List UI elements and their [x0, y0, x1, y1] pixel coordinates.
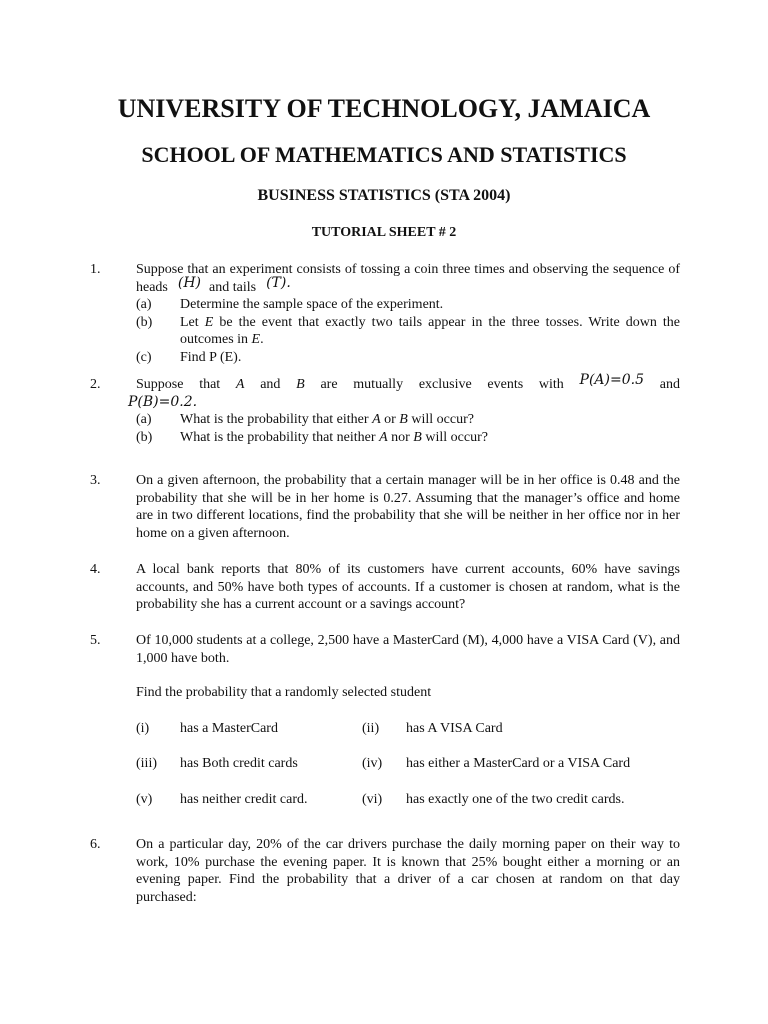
part-text-segment: nor [391, 429, 410, 445]
event-b: B [399, 412, 408, 427]
part-text-segment: or [384, 412, 396, 427]
part-text-segment: will occur? [411, 412, 474, 427]
course-title: BUSINESS STATISTICS (STA 2004) [257, 187, 511, 204]
question-6-text: On a particular day, 20% of the car drivers purchase the daily morning paper on their way to work, 10% purchase the evening paper. It is known that 25% bought either a morning or an evening paper. Find the probability that a driver of a car chosen at random on that day purchased: [136, 837, 680, 905]
question-2-part-b [136, 429, 680, 447]
part-text-segment: What is the probability that either [180, 412, 369, 427]
item-label: (vi) [362, 791, 383, 807]
heads-symbol: (H) [177, 274, 202, 291]
item-text: has Both credit cards [180, 756, 298, 771]
item-label: (iii) [136, 756, 157, 771]
event-a: A [235, 377, 245, 392]
question-3-text: On a given afternoon, the probability that a certain manager will be in her office is 0.48 and the probability that she will be in her home is 0.27. Assuming that the manager’s office and home are in two different locations, find the probability that she will be neither in her office nor in her home on a given afternoon. [136, 473, 680, 541]
part-label: (a) [136, 297, 152, 312]
sheet-title: TUTORIAL SHEET # 2 [311, 225, 457, 240]
question-2-part-a [136, 411, 680, 429]
word: with [538, 377, 564, 392]
question-4-text: A local bank reports that 80% of its customers have current accounts, 60% have savings accounts, and 50% have both types of accounts. If a customer is chosen at random, what is the probability she has a current account or a savings account? [136, 562, 680, 612]
question-6-number: 6. [90, 837, 101, 852]
word: that [199, 377, 221, 392]
event-a: A [379, 429, 388, 445]
item-text: has A VISA Card [406, 720, 503, 736]
item-text: has either a MasterCard or a VISA Card [406, 756, 631, 771]
word: events [487, 377, 524, 392]
question-4 [90, 561, 680, 614]
item-text: has exactly one of the two credit cards. [406, 791, 625, 807]
item-label: (v) [136, 791, 153, 807]
part-text: Determine the sample space of the experiment. [180, 297, 444, 312]
part-text [180, 411, 680, 429]
probability-b: P(B)=0.2. [128, 393, 198, 410]
item-label: (ii) [362, 720, 380, 736]
question-1-intro: Suppose that an experiment consists of tossing a coin three times and observing the sequence of heads [136, 262, 680, 295]
word: Suppose [136, 377, 184, 392]
item-label: (i) [136, 720, 150, 736]
item-label: (iv) [362, 756, 383, 771]
part-label: (b) [136, 314, 153, 330]
question-4-number: 4. [90, 562, 101, 577]
school-title: SCHOOL OF MATHEMATICS AND STATISTICS [141, 142, 627, 167]
question-1-part-c [136, 349, 680, 367]
word: and [659, 377, 680, 392]
event-b: B [413, 429, 422, 445]
question-5-text: Of 10,000 students at a college, 2,500 have a MasterCard (M), 4,000 have a VISA Card (V), and 1,000 have both. [136, 633, 680, 666]
question-3 [90, 472, 680, 542]
question-5-row-3 [136, 791, 680, 809]
university-title: UNIVERSITY OF TECHNOLOGY, JAMAICA [117, 94, 651, 123]
probability-a: P(A)=0.5 [579, 372, 644, 388]
question-1-and-tails: and tails [209, 279, 257, 295]
part-text: Find P (E). [180, 349, 242, 365]
question-2-intro [136, 372, 680, 394]
part-text-segment: will occur? [425, 429, 488, 445]
part-text [180, 314, 680, 349]
part-text-segment: be the event that exactly two tails appear in the three tosses. Write down the outcomes in [180, 314, 681, 347]
question-5-row-2 [136, 755, 680, 773]
question-2 [90, 372, 680, 446]
question-5-number: 5. [90, 633, 101, 648]
part-text-segment: What is the probability that neither [180, 429, 376, 445]
question-1 [90, 261, 680, 366]
question-1-part-b [136, 314, 680, 349]
tails-symbol: (T). [266, 274, 291, 291]
question-1-part-a [136, 296, 680, 314]
question-5-row-1 [136, 720, 680, 738]
event-b: B [296, 377, 305, 392]
item-text: has a MasterCard [180, 720, 278, 736]
question-5-prompt: Find the probability that a randomly selected student [136, 685, 432, 700]
word: are [320, 377, 338, 392]
question-2-number: 2. [90, 377, 101, 392]
event-a: A [372, 412, 381, 427]
question-1-number: 1. [90, 262, 101, 277]
question-5 [90, 632, 680, 808]
question-3-number: 3. [90, 473, 101, 488]
part-text-segment: Let [180, 314, 199, 330]
item-text: has neither credit card. [180, 791, 308, 807]
part-label: (b) [136, 429, 153, 445]
part-label: (c) [136, 349, 152, 365]
part-text-segment: . [260, 332, 264, 347]
part-label: (a) [136, 412, 152, 427]
word: exclusive [418, 377, 472, 392]
question-6 [90, 836, 680, 906]
event-e: E [251, 332, 261, 347]
word: and [260, 377, 281, 392]
event-e: E [204, 314, 214, 330]
word: mutually [353, 377, 404, 392]
part-text [180, 429, 680, 447]
